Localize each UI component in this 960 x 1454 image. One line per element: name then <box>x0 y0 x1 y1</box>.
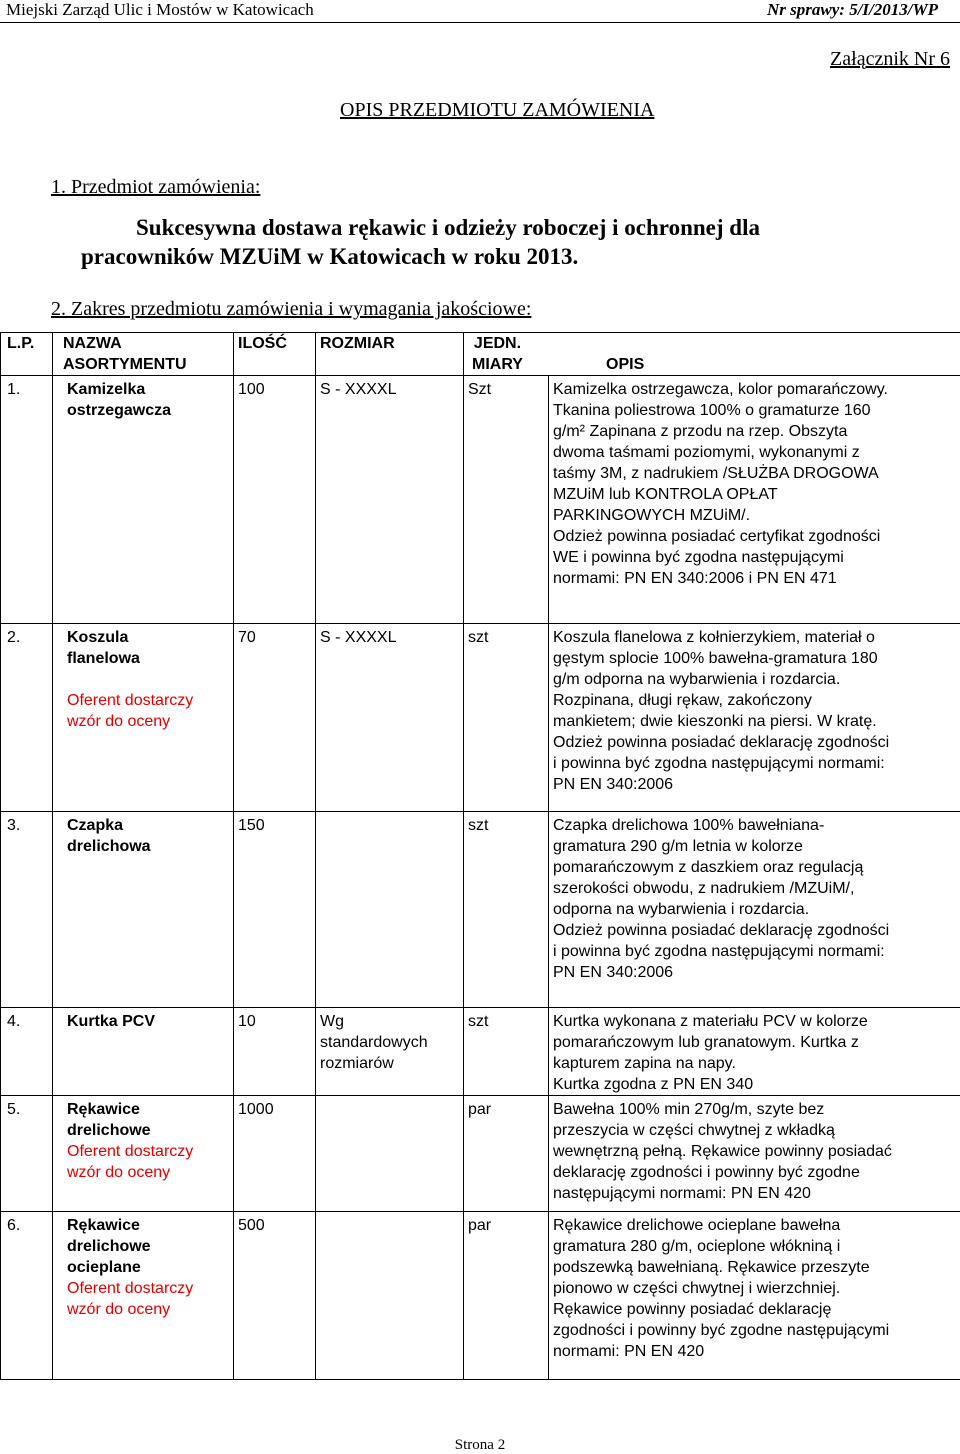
size-line: rozmiarów <box>320 1055 394 1072</box>
desc-line: Odzież powinna posiadać deklarację zgodności <box>553 734 890 751</box>
subject-line-2: pracowników MZUiM w Katowicach w roku 2013. <box>81 244 579 269</box>
cell-size <box>316 812 464 1008</box>
cell-name <box>53 812 234 1008</box>
cell-unit: szt <box>464 1008 549 1096</box>
desc-line: gramatura 290 g/m letnia w kolorze <box>553 838 803 855</box>
cell-desc <box>549 624 960 812</box>
cell-name <box>53 1212 234 1380</box>
desc-line: normami: PN EN 340:2006 i PN EN 471 <box>553 570 837 587</box>
subject-line-1: Sukcesywna dostawa rękawic i odzieży roboczej i ochronnej dla <box>136 215 760 240</box>
item-name: Czapka <box>67 817 124 834</box>
items-table <box>0 332 960 1380</box>
desc-line: Rozpinana, długi rękaw, zakończony <box>553 692 812 709</box>
desc-line: deklarację zgodności i powinny być zgodne <box>553 1164 860 1181</box>
desc-line: następującymi normami: PN EN 420 <box>553 1185 811 1202</box>
page-header <box>0 0 960 23</box>
cell-name <box>53 624 234 812</box>
desc-line: PARKINGOWYCH MZUiM/. <box>553 507 751 524</box>
cell-size: S - XXXXL <box>316 376 464 624</box>
header-name-line2: ASORTYMENTU <box>63 356 187 373</box>
item-name: drelichowe <box>67 1238 151 1255</box>
table-row <box>1 624 960 812</box>
cell-desc <box>549 1096 960 1212</box>
item-name: drelichowe <box>67 1122 151 1139</box>
table-row <box>1 1096 960 1212</box>
item-name: drelichowa <box>67 838 151 855</box>
desc-line: Tkanina poliestrowa 100% o gramaturze 160 <box>553 402 871 419</box>
desc-line: g/m odporna na wybarwienia i rozdarcia. <box>553 671 841 688</box>
cell-unit: par <box>464 1096 549 1212</box>
section-2-label: 2. Zakres przedmiotu zamówienia i wymagania jakościowe: <box>51 298 532 320</box>
table-row <box>1 812 960 1008</box>
cell-lp: 2. <box>1 624 53 812</box>
cell-lp: 6. <box>1 1212 53 1380</box>
cell-lp: 3. <box>1 812 53 1008</box>
desc-line: pomarańczowym z daszkiem oraz regulacją <box>553 859 864 876</box>
header-unit <box>472 333 523 375</box>
desc-line: normami: PN EN 420 <box>553 1343 705 1360</box>
item-name: Koszula <box>67 629 129 646</box>
page-footer: Strona 2 <box>454 1437 506 1453</box>
header-unit-line1: JEDN. <box>473 335 522 352</box>
cell-lp: 4. <box>1 1008 53 1096</box>
cell-qty: 70 <box>234 624 316 812</box>
desc-line: pomarańczowym lub granatowym. Kurtka z <box>553 1034 859 1051</box>
desc-line: dwoma taśmami poziomymi, wykonanymi z <box>553 444 860 461</box>
desc-line: Rękawice drelichowe ocieplane bawełna <box>553 1217 841 1234</box>
desc-line: Odzież powinna posiadać deklarację zgodności <box>553 922 890 939</box>
table-row <box>1 1008 960 1096</box>
supplier-note: Oferent dostarczy <box>67 1280 194 1297</box>
cell-size <box>316 1212 464 1380</box>
desc-line: gęstym splocie 100% bawełna-gramatura 180 <box>553 650 878 667</box>
header-lp: L.P. <box>1 333 53 376</box>
header-name-line1: NAZWA <box>63 335 122 352</box>
item-name: Kamizelka <box>67 381 146 398</box>
cell-unit: par <box>464 1212 549 1380</box>
desc-line: pionowo w części chwytnej i wierzchniej. <box>553 1280 841 1297</box>
section-1-label: 1. Przedmiot zamówienia: <box>51 176 261 198</box>
cell-qty: 500 <box>234 1212 316 1380</box>
desc-line: g/m² Zapinana z przodu na rzep. Obszyta <box>553 423 848 440</box>
desc-line: podszewką bawełnianą. Rękawice przeszyte <box>553 1259 870 1276</box>
header-desc: OPIS <box>606 356 645 373</box>
cell-lp: 5. <box>1 1096 53 1212</box>
cell-unit: Szt <box>464 376 549 624</box>
cell-desc <box>549 812 960 1008</box>
cell-desc <box>549 1212 960 1380</box>
desc-line: i powinna być zgodna następującymi normami: <box>553 943 885 960</box>
item-name: Kurtka PCV <box>67 1013 156 1030</box>
desc-line: Kurtka wykonana z materiału PCV w kolorze <box>553 1013 868 1030</box>
desc-line: Koszula flanelowa z kołnierzykiem, materiał o <box>553 629 875 646</box>
header-institution: Miejski Zarząd Ulic i Mostów w Katowicach <box>6 0 314 19</box>
desc-line: Bawełna 100% min 270g/m, szyte bez <box>553 1101 825 1118</box>
supplier-note: wzór do oceny <box>67 1164 171 1181</box>
desc-line: WE i powinna być zgodna następującymi <box>553 549 844 566</box>
desc-line: Kurtka zgodna z PN EN 340 <box>553 1076 754 1093</box>
cell-name <box>53 1008 234 1096</box>
cell-desc <box>549 1008 960 1096</box>
desc-line: PN EN 340:2006 <box>553 964 674 981</box>
header-case-number: Nr sprawy: 5/I/2013/WP <box>767 0 938 19</box>
header-unit-line2: MIARY <box>472 356 523 373</box>
header-qty: ILOŚĆ <box>234 333 316 376</box>
cell-qty: 100 <box>234 376 316 624</box>
item-name: Rękawice <box>67 1217 140 1234</box>
item-name: ostrzegawcza <box>67 402 172 419</box>
supplier-note: wzór do oceny <box>67 713 171 730</box>
desc-line: wewnętrzną pełną. Rękawice powinny posiadać <box>553 1143 892 1160</box>
desc-line: Odzież powinna posiadać certyfikat zgodności <box>553 528 881 545</box>
item-name: ocieplane <box>67 1259 141 1276</box>
cell-name <box>53 1096 234 1212</box>
cell-desc <box>549 376 960 624</box>
desc-line: kapturem zapina na napy. <box>553 1055 736 1072</box>
cell-lp: 1. <box>1 376 53 624</box>
desc-line: przeszycia w części chwytnej z wkładką <box>553 1122 835 1139</box>
table-header-row <box>1 333 960 376</box>
header-name <box>53 333 234 376</box>
item-name: Rękawice <box>67 1101 140 1118</box>
table-row <box>1 376 960 624</box>
table-row <box>1 1212 960 1380</box>
supplier-note: Oferent dostarczy <box>67 692 194 709</box>
desc-line: Kamizelka ostrzegawcza, kolor pomarańczowy. <box>553 381 888 398</box>
cell-size: S - XXXXL <box>316 624 464 812</box>
cell-qty: 10 <box>234 1008 316 1096</box>
spacer <box>67 669 233 690</box>
supplier-note: Oferent dostarczy <box>67 1143 194 1160</box>
desc-line: mankietem; dwie kieszonki na piersi. W kratę. <box>553 713 877 730</box>
desc-line: Rękawice powinny posiadać deklarację <box>553 1301 832 1318</box>
annex-label: Załącznik Nr 6 <box>830 48 950 70</box>
desc-line: MZUiM lub KONTROLA OPŁAT <box>553 486 778 503</box>
supplier-note: wzór do oceny <box>67 1301 171 1318</box>
cell-unit: szt <box>464 624 549 812</box>
desc-line: szerokości obwodu, z nadrukiem /MZUiM/, <box>553 880 855 897</box>
cell-unit: szt <box>464 812 549 1008</box>
document-title: OPIS PRZEDMIOTU ZAMÓWIENIA <box>340 99 655 121</box>
cell-qty: 1000 <box>234 1096 316 1212</box>
cell-qty: 150 <box>234 812 316 1008</box>
desc-line: PN EN 340:2006 <box>553 776 674 793</box>
size-line: standardowych <box>320 1034 428 1051</box>
cell-name <box>53 376 234 624</box>
desc-line: zgodności i powinny być zgodne następującymi <box>553 1322 890 1339</box>
desc-line: Czapka drelichowa 100% bawełniana- <box>553 817 825 834</box>
desc-line: gramatura 280 g/m, ocieplone włókniną i <box>553 1238 841 1255</box>
item-name: flanelowa <box>67 650 140 667</box>
desc-line: i powinna być zgodna następującymi normami: <box>553 755 885 772</box>
desc-line: taśmy 3M, z nadrukiem /SŁUŻBA DROGOWA <box>553 465 879 482</box>
size-line: Wg <box>320 1013 344 1030</box>
cell-size <box>316 1008 464 1096</box>
header-size: ROZMIAR <box>316 333 464 376</box>
desc-line: odporna na wybarwienia i rozdarcia. <box>553 901 810 918</box>
cell-size <box>316 1096 464 1212</box>
header-unit-desc <box>464 333 960 376</box>
